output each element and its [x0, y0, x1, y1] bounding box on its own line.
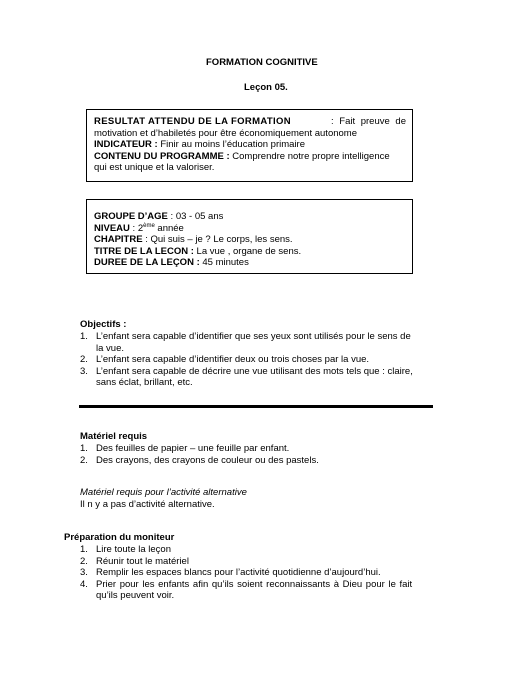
list-item: [80, 366, 426, 389]
item-number: 1.: [80, 544, 88, 555]
lesson-number: Leçon 05.: [244, 82, 288, 93]
objectifs-list: [80, 331, 426, 389]
item-text-cont: la vue.: [96, 342, 124, 354]
indicateur-label: INDICATEUR :: [94, 139, 158, 150]
list-item: [80, 455, 426, 467]
alternative-heading: Matériel requis pour l’activité alternative: [80, 487, 247, 498]
item-text: Réunir tout le matériel: [96, 555, 189, 567]
section-divider: [79, 405, 433, 408]
contenu-line: [94, 151, 406, 163]
preparation-heading: Préparation du moniteur: [64, 532, 175, 543]
resultat-text-cont: motivation et d’habiletés pour être économiquement autonome: [94, 127, 357, 139]
item-text: Lire toute la leçon: [96, 544, 171, 555]
chapitre-line: [94, 234, 406, 246]
contenu-text-cont: qui est unique et la valoriser.: [94, 162, 215, 173]
item-text-cont: sans éclat, brillant, etc.: [96, 377, 193, 388]
list-item: [80, 331, 426, 354]
lesson-info-box: [86, 199, 413, 274]
item-text-cont: qu’ils peuvent voir.: [96, 590, 175, 601]
list-item: [80, 556, 426, 568]
item-number: 2.: [80, 354, 88, 365]
materiel-list: [80, 443, 426, 466]
item-text: L’enfant sera capable d’identifier deux ou trois choses par la vue.: [96, 354, 370, 365]
niveau-text-post: année: [154, 222, 184, 234]
list-item: [80, 354, 426, 366]
list-item: [80, 443, 426, 455]
resultat-line: [94, 116, 406, 128]
list-item: [80, 579, 426, 602]
item-number: 2.: [80, 555, 88, 567]
alternative-text: Il n y a pas d’activité alternative.: [80, 499, 215, 510]
resultat-label: RESULTAT ATTENDU DE LA FORMATION: [94, 116, 291, 127]
duree-line: [94, 257, 406, 269]
titre-line: [94, 246, 406, 258]
item-text: Remplir les espaces blancs pour l’activité quotidienne d’aujourd’hui.: [96, 567, 381, 578]
item-number: 4.: [80, 578, 88, 590]
item-number: 1.: [80, 443, 88, 454]
list-item: [80, 567, 426, 579]
niveau-text: : 2: [129, 222, 144, 234]
formation-result-box: [86, 109, 413, 182]
duree-label: DUREE DE LA LEÇON :: [94, 257, 200, 268]
duree-text: 45 minutes: [199, 257, 249, 268]
resultat-text: : Fait preuve de: [330, 116, 406, 127]
contenu-label: CONTENU DU PROGRAMME :: [94, 150, 230, 162]
item-text: L’enfant sera capable d’identifier que ses yeux sont utilisés pour le sens de: [96, 331, 411, 342]
objectifs-heading: Objectifs :: [80, 319, 127, 330]
preparation-list: [80, 544, 426, 602]
list-item: [80, 544, 426, 556]
groupe-text: : 03 - 05 ans: [167, 211, 224, 222]
item-number: 1.: [80, 331, 88, 342]
titre-text: La vue , organe de sens.: [193, 245, 302, 257]
contenu-text: Comprendre notre propre intelligence: [229, 150, 390, 162]
item-text: Prier pour les enfants afin qu’ils soient reconnaissants à Dieu pour le fait: [96, 578, 413, 590]
item-text: Des feuilles de papier – une feuille par enfant.: [96, 443, 290, 454]
item-number: 2.: [80, 454, 88, 466]
chapitre-label: CHAPITRE: [94, 234, 143, 245]
niveau-sup: ème: [143, 222, 155, 229]
indicateur-line: [94, 139, 406, 151]
materiel-heading: Matériel requis: [80, 431, 148, 442]
groupe-line: [94, 211, 406, 223]
item-number: 3.: [80, 365, 88, 377]
item-number: 3.: [80, 567, 88, 578]
niveau-line: [94, 223, 406, 235]
chapitre-text: : Qui suis – je ? Le corps, les sens.: [142, 234, 293, 245]
niveau-label: NIVEAU: [94, 222, 130, 234]
indicateur-text: Finir au moins l’éducation primaire: [157, 139, 305, 150]
titre-label: TITRE DE LA LECON :: [94, 245, 194, 257]
item-text: L’enfant sera capable de décrire une vue utilisant des mots tels que : claire,: [96, 365, 413, 377]
groupe-label: GROUPE D’AGE: [94, 211, 168, 222]
item-text: Des crayons, des crayons de couleur ou des pastels.: [96, 454, 319, 466]
page-title: FORMATION COGNITIVE: [206, 57, 318, 68]
